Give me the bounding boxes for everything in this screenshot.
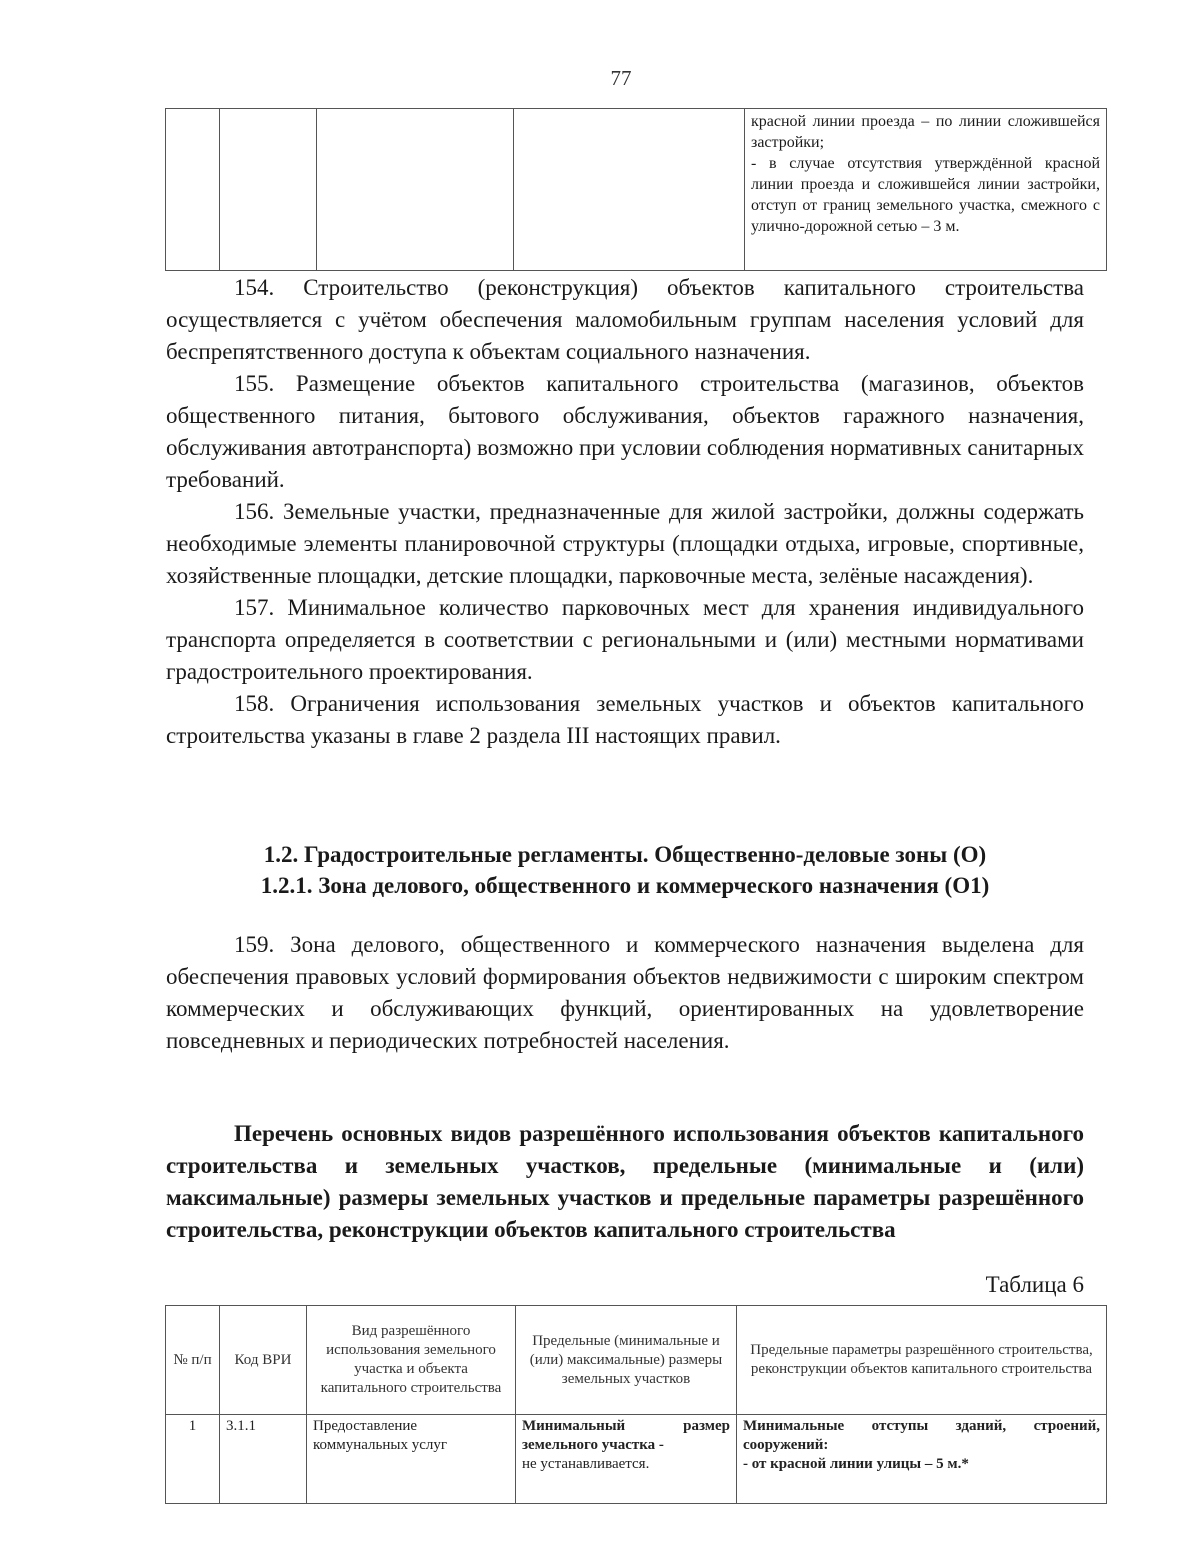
- list-title: Перечень основных видов разрешённого использования объектов капитального строительства и земельных участков, предельные (минимальные и (или) максимальные) размеры земельных участков и предельные параметры разрешённого строительства, реконструкции объектов капитального строительства: [166, 1121, 1084, 1242]
- row-sizes-bold: Минимальный размер земельного участка -: [522, 1418, 730, 1453]
- row-num: 1: [166, 1415, 220, 1504]
- header-use: Вид разрешённого использования земельного участка и объекта капитального строительства: [307, 1306, 516, 1415]
- continuation-line: красной линии проезда – по линии сложившейся застройки;: [751, 113, 1100, 151]
- section-heading: 1.2. Градостроительные регламенты. Общественно-деловые зоны (О): [263, 842, 987, 867]
- row-params-line: - от красной линии улицы – 5 м.*: [743, 1456, 969, 1472]
- paragraph-159: 159. Зона делового, общественного и коммерческого назначения выделена для обеспечения правовых условий формирования объектов недвижимости с широким спектром коммерческих и обслуживающих функций, ориентированных на удовлетворение повседневных и периодических потребностей населения.: [166, 932, 1084, 1053]
- body-paragraphs: [166, 272, 1084, 752]
- row-sizes: [516, 1415, 737, 1504]
- table-cell: [514, 109, 745, 271]
- table-cell: [317, 109, 514, 271]
- header-code: Код ВРИ: [220, 1306, 307, 1415]
- table-header-row: [166, 1306, 1107, 1415]
- row-sizes-normal: не устанавливается.: [522, 1456, 650, 1472]
- paragraph-158: 158. Ограничения использования земельных участков и объектов капитального строительства указаны в главе 2 раздела III настоящих правил.: [166, 691, 1084, 748]
- row-code: 3.1.1: [220, 1415, 307, 1504]
- header-params: Предельные параметры разрешённого строительства, реконструкции объектов капитального строительства: [737, 1306, 1107, 1415]
- row-params: [737, 1415, 1107, 1504]
- header-sizes: Предельные (минимальные и (или) максимальные) размеры земельных участков: [516, 1306, 737, 1415]
- header-num: № п/п: [166, 1306, 220, 1415]
- table-caption: Таблица 6: [985, 1272, 1084, 1297]
- continuation-line: - в случае отсутствия утверждённой красной линии проезда и сложившейся линии застройки, отступ от границ земельного участка, смежного с улично-дорожной сетью – 3 м.: [751, 155, 1100, 235]
- continuation-cell: [745, 109, 1107, 271]
- row-use: Предоставление коммунальных услуг: [307, 1415, 516, 1504]
- table-row: [166, 1415, 1107, 1504]
- regulations-table: [165, 1305, 1107, 1504]
- page-number: 77: [610, 66, 632, 90]
- continuation-table: [165, 108, 1107, 271]
- table-cell: [220, 109, 317, 271]
- body-paragraph-159: [166, 929, 1084, 1057]
- paragraph-157: 157. Минимальное количество парковочных мест для хранения индивидуального транспорта определяется в соответствии с региональными и (или) местными нормативами градостроительного проектирования.: [166, 595, 1084, 684]
- subsection-heading: 1.2.1. Зона делового, общественного и коммерческого назначения (О1): [260, 873, 990, 898]
- paragraph-154: 154. Строительство (реконструкция) объектов капитального строительства осуществляется с учётом обеспечения маломобильным группам населения условий для беспрепятственного доступа к объектам социального назначения.: [166, 275, 1084, 364]
- paragraph-156: 156. Земельные участки, предназначенные для жилой застройки, должны содержать необходимые элементы планировочной структуры (площадки отдыха, игровые, спортивные, хозяйственные площадки, детские площадки, парковочные места, зелёные насаждения).: [166, 499, 1084, 588]
- row-params-bold: Минимальные отступы зданий, строений, сооружений:: [743, 1418, 1100, 1453]
- paragraph-155: 155. Размещение объектов капитального строительства (магазинов, объектов общественного питания, бытового обслуживания, объектов гаражного назначения, обслуживания автотранспорта) возможно при условии соблюдения нормативных санитарных требований.: [166, 371, 1084, 492]
- table-cell: [166, 109, 220, 271]
